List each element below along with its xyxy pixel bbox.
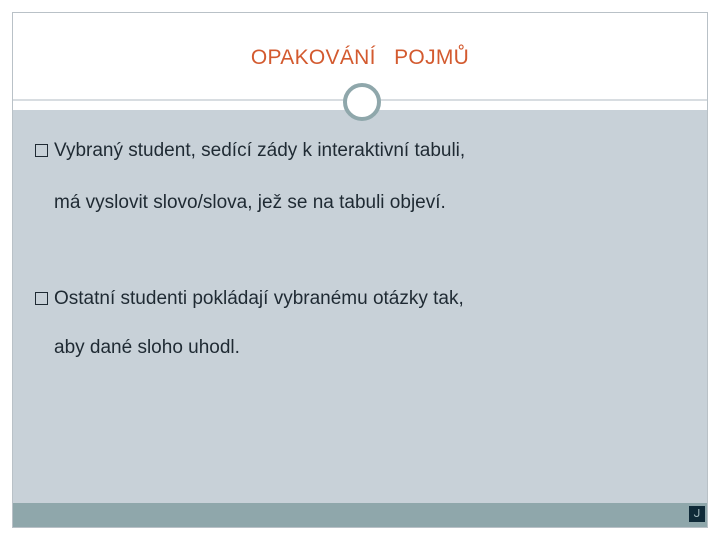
bullet-1-line-2: má vyslovit slovo/slova, jež se na tabuli objeví. — [54, 192, 446, 213]
corner-icon: ᒍ — [689, 506, 705, 522]
checkbox-bullet-icon — [35, 144, 48, 157]
bullet-1-line-1 — [35, 140, 465, 162]
bullet-1-text-1: Vybraný student, sedící zády k interaktivní tabuli, — [54, 140, 466, 161]
footer-bar — [13, 503, 707, 527]
slide — [12, 12, 708, 528]
ring-icon — [343, 83, 381, 121]
content-area — [13, 110, 707, 503]
checkbox-bullet-icon — [35, 292, 48, 305]
slide-title: OPAKOVÁNÍ POJMŮ — [250, 46, 470, 69]
bullet-2-line-2: aby dané sloho uhodl. — [54, 337, 240, 358]
bullet-2-line-1 — [35, 288, 464, 310]
bullet-2-text-1: Ostatní studenti pokládají vybranému otázky tak, — [54, 288, 464, 309]
